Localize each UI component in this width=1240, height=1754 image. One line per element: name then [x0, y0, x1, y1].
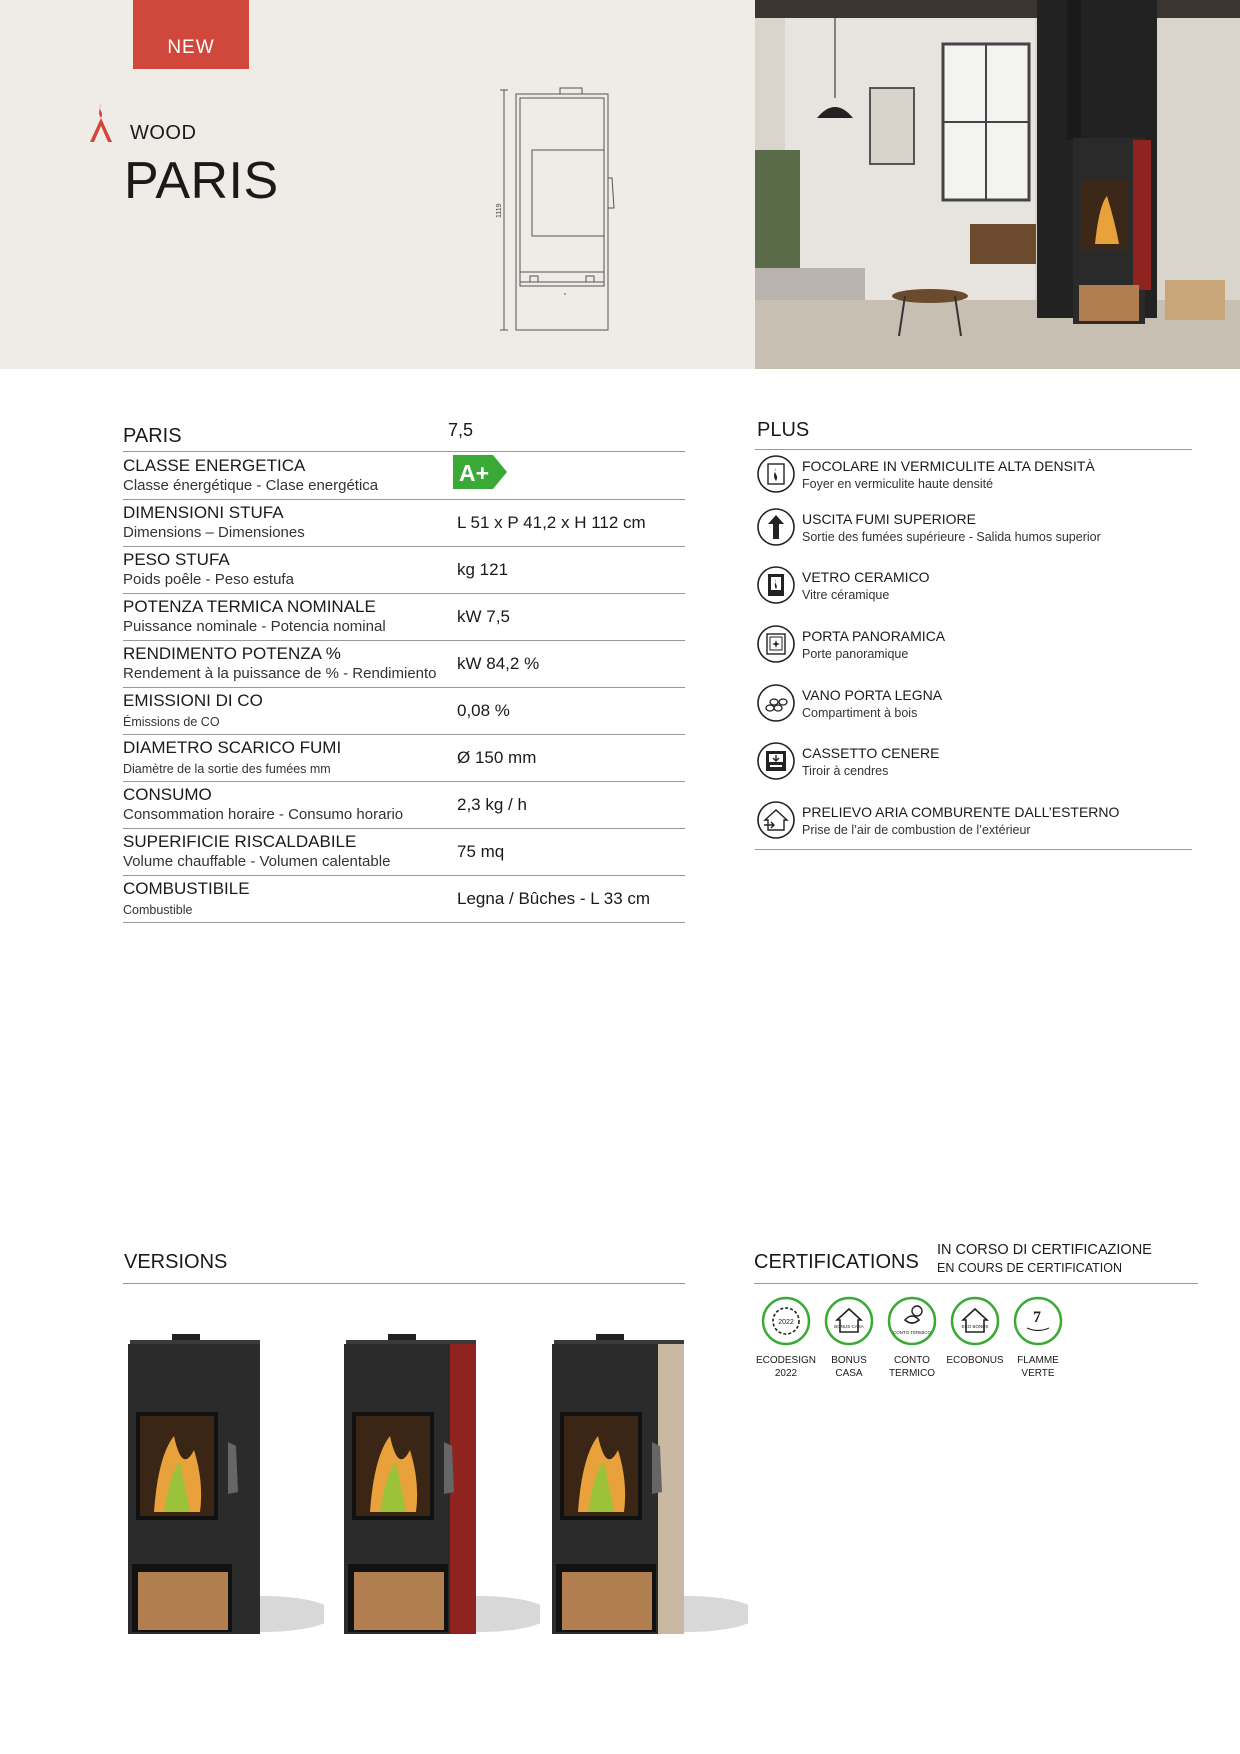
certifications-divider [754, 1283, 1198, 1284]
spec-label: CONSUMO [123, 785, 212, 804]
cert-label: ECOBONUS [946, 1355, 1004, 1366]
product-title: PARIS [124, 152, 279, 210]
certification-status: IN CORSO DI CERTIFICAZIONE [937, 1242, 1152, 1258]
spec-label: SUPERIFICIE RISCALDABILE [123, 832, 357, 851]
spec-value: L 51 x P 41,2 x H 112 cm [457, 513, 646, 532]
certifications-title: CERTIFICATIONS [754, 1251, 919, 1273]
plus-item-label: PRELIEVO ARIA COMBURENTE DALL’ESTERNO [802, 804, 1120, 820]
spec-label: DIMENSIONI STUFA [123, 503, 284, 522]
plus-item-sub: Tiroir à cendres [802, 764, 889, 778]
cert-icon-text: ECO BONUS [961, 1324, 989, 1329]
cert-label: ECODESIGN 2022 [755, 1355, 816, 1379]
log-store-icon [756, 683, 796, 723]
plus-item-label: FOCOLARE IN VERMICULITE ALTA DENSITÀ [802, 458, 1095, 474]
spec-value: Ø 150 mm [457, 748, 537, 767]
energy-class-badge [453, 455, 507, 489]
ecobonus-icon [950, 1296, 1000, 1346]
spec-label: EMISSIONI DI CO [123, 691, 263, 710]
external-air-icon [756, 800, 796, 840]
top-flue-icon [756, 507, 796, 547]
plus-item-top-flue [756, 504, 1196, 554]
side-panel [234, 1344, 260, 1634]
spec-row-energy-class [123, 452, 685, 500]
spec-row-weight [123, 546, 685, 594]
plus-item-panoramic-door [756, 621, 1196, 671]
cert-ecodesign [755, 1296, 817, 1380]
versions-divider [123, 1283, 685, 1284]
plus-item-sub: Compartiment à bois [802, 706, 918, 720]
cert-icon-text: 7 [1033, 1309, 1041, 1326]
side-panel [450, 1344, 476, 1634]
panoramic-door-icon [756, 624, 796, 664]
conto-termico-icon [887, 1296, 937, 1346]
spec-sub: Émissions de CO [123, 715, 220, 729]
spec-value: kW 7,5 [457, 607, 510, 626]
cert-label: FLAMME VERTE [1017, 1355, 1059, 1379]
spec-value: 75 mq [457, 842, 505, 861]
plus-divider [755, 849, 1192, 850]
plus-item-log-store [756, 680, 1196, 730]
spec-label: CLASSE ENERGETICA [123, 456, 306, 475]
plus-item-label: USCITA FUMI SUPERIORE [802, 511, 976, 527]
cert-icon-text: 2022 [778, 1319, 794, 1326]
flamme-verte-icon [1013, 1296, 1063, 1346]
spec-power: 7,5 [448, 420, 474, 440]
stove-version-black [124, 1332, 324, 1637]
certification-status-fr: EN COURS DE CERTIFICATION [937, 1261, 1122, 1275]
drawing-height-label: 1119 [496, 203, 503, 218]
spec-sub: Rendement à la puissance de % - Rendimiento [123, 665, 437, 682]
spec-row-dimensions [123, 499, 685, 547]
plus-item-ceramic-glass [756, 562, 1196, 612]
spec-label: DIAMETRO SCARICO FUMI [123, 738, 342, 757]
stove-version-beige [548, 1332, 748, 1637]
plus-item-sub: Porte panoramique [802, 647, 909, 661]
cert-conto-termico [881, 1296, 943, 1380]
spec-label: PESO STUFA [123, 550, 230, 569]
plus-item-external-air [756, 797, 1196, 847]
spec-sub: Puissance nominale - Potencia nominal [123, 618, 386, 635]
vermiculite-icon [756, 454, 796, 494]
bonus-casa-icon [824, 1296, 874, 1346]
spec-row-flue-diameter [123, 734, 685, 782]
spec-row-consumption [123, 781, 685, 829]
spec-sub: Volume chauffable - Volumen calentable [123, 853, 391, 870]
spec-value: 0,08 % [457, 701, 510, 720]
plus-item-label: VETRO CERAMICO [802, 569, 930, 585]
plus-item-label: CASSETTO CENERE [802, 745, 940, 761]
spec-row-efficiency [123, 640, 685, 688]
spec-row-heated-area [123, 828, 685, 876]
plus-item-sub: Vitre céramique [802, 588, 890, 602]
spec-label: POTENZA TERMICA NOMINALE [123, 597, 376, 616]
spec-value: 2,3 kg / h [457, 795, 527, 814]
plus-title: PLUS [757, 419, 810, 441]
cert-flamme-verte [1007, 1296, 1069, 1380]
spec-row-nominal-power [123, 593, 685, 641]
technical-drawing [490, 86, 630, 334]
plus-item-vermiculite [756, 451, 1196, 501]
cert-bonus-casa [818, 1296, 880, 1380]
spec-label: COMBUSTIBILE [123, 879, 250, 898]
hero-panel [0, 0, 755, 369]
plus-item-sub: Foyer en vermiculite haute densité [802, 477, 994, 491]
spec-title: PARIS [123, 425, 182, 447]
spec-sub: Dimensions – Dimensiones [123, 524, 305, 541]
ash-drawer-icon [756, 741, 796, 781]
spec-sub: Diamètre de la sortie des fumées mm [123, 762, 331, 776]
spec-value: kg 121 [457, 560, 509, 579]
plus-item-ash-drawer [756, 738, 1196, 788]
cert-label: CONTO TERMICO [888, 1355, 936, 1379]
product-category: WOOD [130, 122, 197, 144]
stove-version-red [340, 1332, 540, 1637]
ceramic-glass-icon [756, 565, 796, 605]
versions-title: VERSIONS [124, 1251, 228, 1273]
spec-sub: Classe énergétique - Clase energética [123, 477, 379, 494]
cert-ecobonus [944, 1296, 1006, 1367]
cert-icon-text: CONTO TERMICO [892, 1330, 932, 1335]
cert-icon-text: BONUS CASA [834, 1324, 864, 1329]
energy-class-value: A+ [459, 460, 490, 486]
spec-row-fuel [123, 875, 685, 923]
spec-value: kW 84,2 % [457, 654, 540, 673]
plus-item-label: VANO PORTA LEGNA [802, 687, 943, 703]
plus-header [755, 419, 1192, 450]
ecodesign-icon [761, 1296, 811, 1346]
new-badge: NEW [133, 0, 249, 69]
spec-row-co-emissions [123, 687, 685, 735]
spec-sub: Poids poêle - Peso estufa [123, 571, 294, 588]
plus-item-sub: Prise de l’air de combustion de l’extérieur [802, 823, 1031, 837]
plus-item-sub: Sortie des fumées supérieure - Salida humos superior [802, 530, 1101, 544]
spec-label: RENDIMENTO POTENZA % [123, 644, 341, 663]
spec-sub: Consommation horaire - Consumo horario [123, 806, 404, 823]
spec-sub: Combustible [123, 903, 193, 917]
flame-logo-icon [88, 104, 114, 144]
spec-table-header [123, 420, 685, 452]
side-panel [658, 1344, 684, 1634]
plus-item-label: PORTA PANORAMICA [802, 628, 946, 644]
spec-value: Legna / Bûches - L 33 cm [457, 889, 651, 908]
room-photo [755, 0, 1240, 369]
cert-label: BONUS CASA [831, 1355, 867, 1379]
